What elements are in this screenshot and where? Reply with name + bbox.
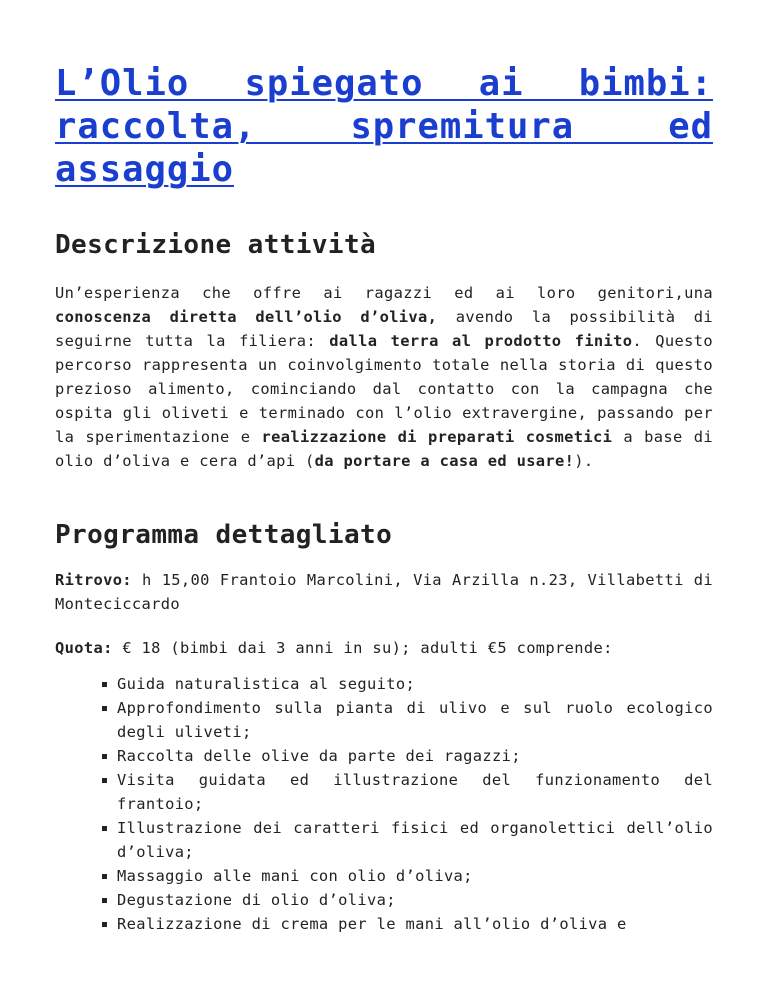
description-bold-4: da portare a casa ed usare! <box>314 452 575 470</box>
quota-label: Quota: <box>55 639 113 657</box>
ritrovo-paragraph <box>55 568 713 616</box>
quota-paragraph <box>55 636 713 660</box>
section-heading-description: Descrizione attività <box>55 230 377 260</box>
page-title-link[interactable]: L’Olio spiegato ai bimbi: raccolta, spremitura ed assaggio <box>55 63 713 190</box>
list-item: Massaggio alle mani con olio d’oliva; <box>100 864 713 888</box>
list-item: Raccolta delle olive da parte dei ragazzi; <box>100 744 713 768</box>
description-text-5: ). <box>574 452 594 470</box>
ritrovo-text: h 15,00 Frantoio Marcolini, Via Arzilla n.23, Villabetti di Monteciccardo <box>55 571 713 613</box>
quota-text: € 18 (bimbi dai 3 anni in su); adulti €5 comprende: <box>112 639 613 657</box>
section-heading-program: Programma dettagliato <box>55 520 393 550</box>
description-text-1: Un’esperienza che offre ai ragazzi ed ai loro genitori,una <box>55 284 713 302</box>
description-text-4: a base di olio d’oliva e cera d’api ( <box>55 428 713 470</box>
list-item: Illustrazione dei caratteri fisici ed organolettici dell’olio d’oliva; <box>100 816 713 864</box>
list-item: Guida naturalistica al seguito; <box>100 672 713 696</box>
description-text-3: . Questo percorso rappresenta un coinvolgimento totale nella storia di questo prezioso alimento, cominciando dal contatto con la campagna che ospita gli oliveti e terminado con l’olio extravergine, passando per la sperimentazione e <box>55 332 713 446</box>
page-title <box>55 62 713 191</box>
description-bold-3: realizzazione di preparati cosmetici <box>261 428 613 446</box>
ritrovo-label: Ritrovo: <box>55 571 132 589</box>
list-item: Approfondimento sulla pianta di ulivo e sul ruolo ecologico degli uliveti; <box>100 696 713 744</box>
description-paragraph <box>55 281 713 473</box>
description-bold-1: conoscenza diretta dell’olio d’oliva, <box>55 308 438 326</box>
list-item: Realizzazione di crema per le mani all’olio d’oliva e <box>100 912 713 936</box>
list-item: Degustazione di olio d’oliva; <box>100 888 713 912</box>
description-text-2: avendo la possibilità di seguirne tutta la filiera: <box>55 308 713 350</box>
list-item: Visita guidata ed illustrazione del funzionamento del frantoio; <box>100 768 713 816</box>
program-items-list <box>100 672 713 936</box>
description-bold-2: dalla terra al prodotto finito <box>329 332 633 350</box>
